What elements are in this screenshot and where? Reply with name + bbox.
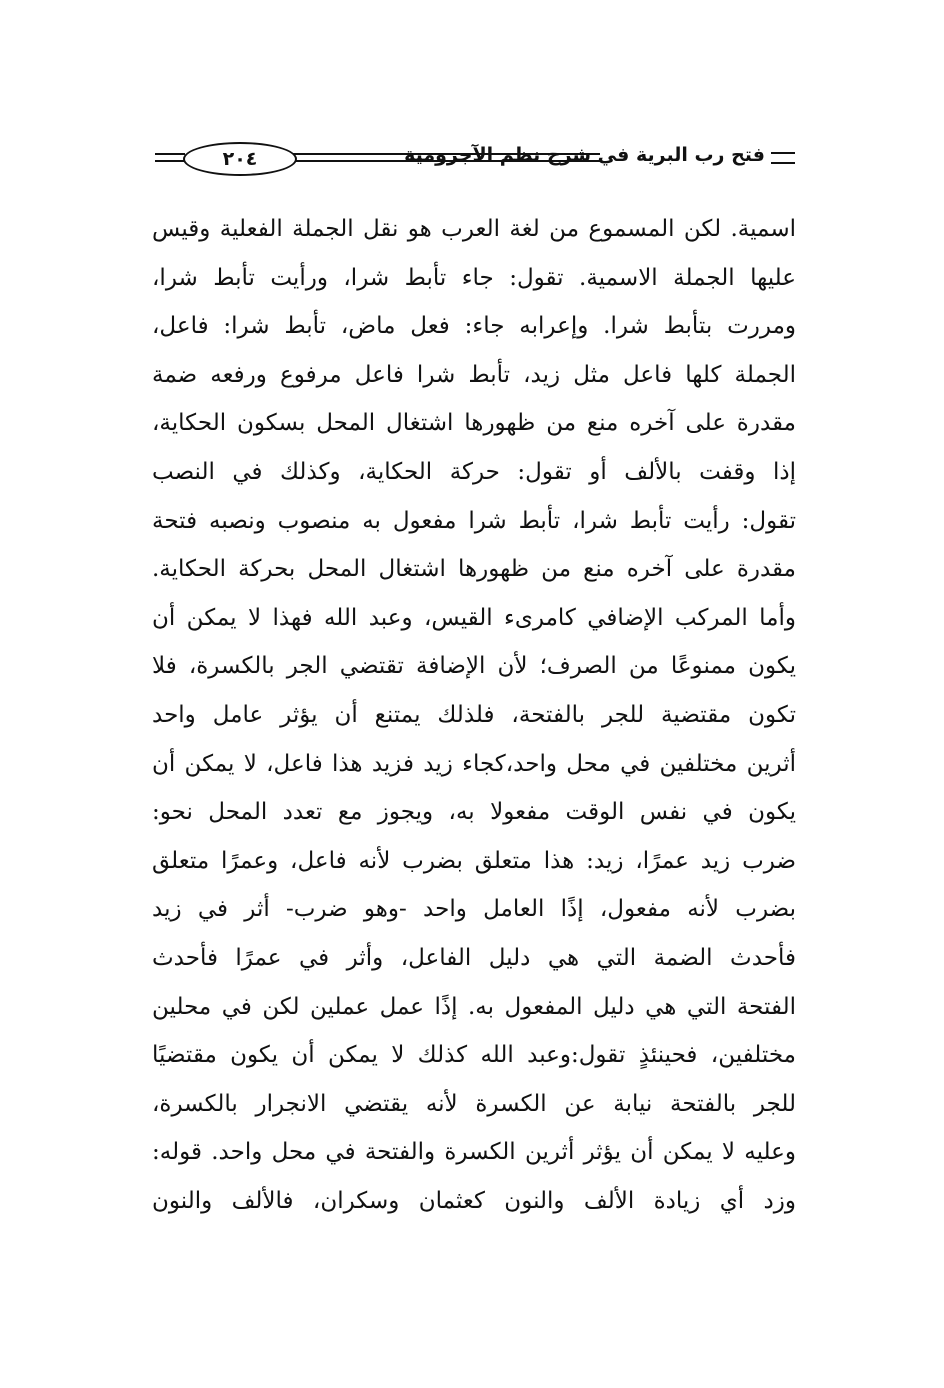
text-line: بضرب لأنه مفعول، إذًا العامل واحد -وهو ضرب- أثر في زيد: [152, 896, 796, 923]
text-line: اسمية. لكن المسموع من لغة العرب هو نقل الجملة الفعلية وقيس: [152, 216, 796, 242]
text-line: فأحدث الضمة التي هي دليل الفاعل، وأثر في عمرًا فأحدث: [152, 944, 796, 971]
text-line: الجملة كلها فاعل مثل زيد، تأبط شرا فاعل مرفوع ورفعه ضمة: [152, 361, 796, 388]
text-line: مقدرة على آخره منع من ظهورها اشتغال المحل بسكون الحكاية،: [152, 410, 796, 437]
header-double-dash: [771, 152, 795, 164]
page-number: ٢٠٤: [183, 142, 297, 176]
text-line: عليها الجملة الاسمية. تقول: جاء تأبط شرا، ورأيت تأبط شرا،: [152, 264, 796, 291]
text-line: وعليه لا يمكن أن يؤثر أثرين الكسرة والفتحة في محل واحد. قوله:: [152, 1139, 796, 1166]
text-line: إذا وقفت بالألف أو تقول: حركة الحكاية، وكذلك في النصب: [152, 458, 796, 485]
text-line: مقدرة على آخره منع من ظهورها اشتغال المحل بحركة الحكاية.: [152, 556, 796, 583]
text-line: يكون ممنوعًا من الصرف؛ لأن الإضافة تقتضي الجر بالكسرة، فلا: [152, 653, 796, 680]
text-line: تقول: رأيت تأبط شرا، تأبط شرا مفعول به منصوب ونصبه فتحة: [152, 507, 796, 534]
body-text: [152, 205, 796, 1225]
text-line: ومررت بتأبط شرا. وإعرابه جاء: فعل ماض، تأبط شرا: فاعل،: [152, 313, 796, 340]
header-double-rule: [290, 153, 600, 162]
text-line: ضرب زيد عمرًا، زيد: هذا متعلق بضرب لأنه فاعل، وعمرًا متعلق: [152, 847, 796, 874]
text-line: مختلفين، فحينئذٍ تقول:وعبد الله كذلك لا يمكن أن يكون مقتضيًا: [152, 1042, 796, 1069]
text-line: وزد أي زيادة الألف والنون كعثمان وسكران، فالألف والنون: [152, 1187, 796, 1214]
text-line: أثرين مختلفين في محل واحد،كجاء زيد فزيد هذا فاعل، لا يمكن أن: [152, 750, 796, 777]
text-line: وأما المركب الإضافي كامرىء القيس، وعبد الله فهذا لا يمكن أن: [152, 604, 796, 631]
header-double-rule-left: [155, 153, 185, 162]
text-line: تكون مقتضية للجر بالفتحة، فلذلك يمتنع أن يؤثر عامل واحد: [152, 701, 796, 728]
text-line: يكون في نفس الوقت مفعولا به، ويجوز مع تعدد المحل نحو:: [152, 799, 796, 826]
book-title: فتح رب البرية في شرح نظم الآجرومية: [404, 144, 765, 166]
page-header: [155, 140, 795, 180]
text-line: الفتحة التي هي دليل المفعول به. إذًا عمل عملين لكن في محلين: [152, 993, 796, 1020]
text-line: للجر بالفتحة نيابة عن الكسرة لأنه يقتضي الانجرار بالكسرة،: [152, 1090, 796, 1117]
